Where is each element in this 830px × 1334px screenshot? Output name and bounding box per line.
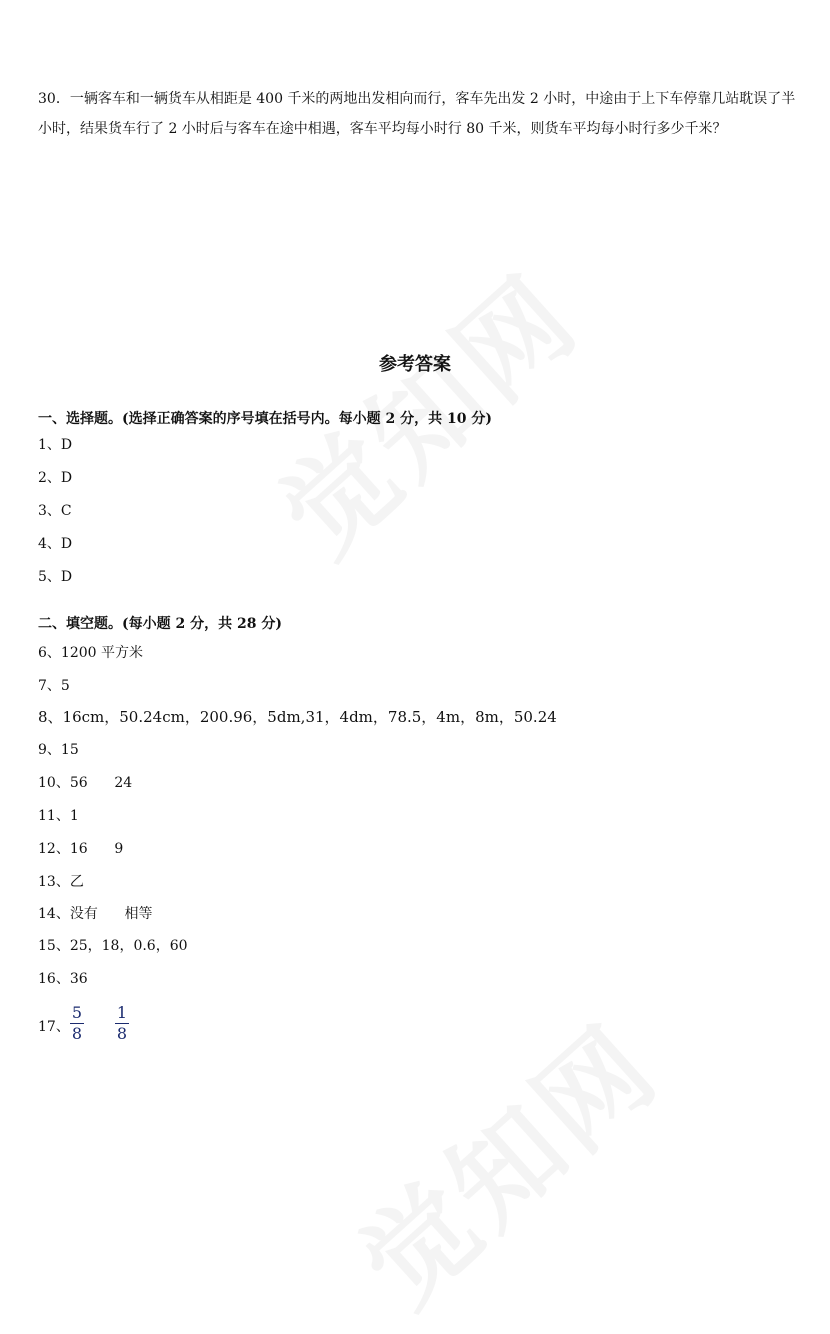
answer-15: 15、25，18，0.6，60	[38, 938, 188, 954]
answer-4: 4、D	[38, 536, 73, 552]
fraction-denominator: 8	[116, 1024, 128, 1043]
answer-6: 6、1200 平方米	[38, 645, 143, 661]
answer-7: 7、5	[38, 678, 70, 694]
answer-9: 9、15	[38, 742, 79, 758]
answer-12: 12、16 9	[38, 841, 124, 857]
fraction-denominator: 8	[71, 1024, 83, 1043]
fraction-numerator: 5	[71, 1003, 83, 1022]
fraction-numerator: 1	[116, 1003, 128, 1022]
answer-10: 10、56 24	[38, 775, 133, 791]
section-1-heading: 一、选择题。(选择正确答案的序号填在括号内。每小题 2 分，共 10 分)	[38, 411, 492, 427]
question-30: 30．一辆客车和一辆货车从相距是 400 千米的两地出发相向而行，客车先出发 2 小时，中途由于上下车停靠几站耽误了半小时，结果货车行了 2 小时后与客车在途中相遇，客车平均每小时行 80 千米，则货车平均每小时行多少千米？	[38, 91, 796, 137]
section-2-heading: 二、填空题。(每小题 2 分，共 28 分)	[38, 616, 282, 632]
answer-5: 5、D	[38, 569, 73, 585]
fraction-5-8	[70, 1004, 84, 1043]
answer-3: 3、C	[38, 503, 72, 519]
answer-title: 参考答案	[379, 354, 451, 375]
answer-13: 13、乙	[38, 874, 84, 890]
answer-11: 11、1	[38, 808, 79, 824]
answer-17: 17、	[38, 1019, 70, 1035]
answer-8: 8、16cm，50.24cm，200.96，5dm,31，4dm，78.5，4m，8m，50.24	[38, 708, 557, 726]
fraction-1-8	[115, 1004, 129, 1043]
answer-14: 14、没有 相等	[38, 906, 153, 922]
answer-1: 1、D	[38, 437, 73, 453]
answer-16: 16、36	[38, 971, 88, 987]
answer-2: 2、D	[38, 470, 73, 486]
watermark-bottom	[322, 984, 686, 1334]
